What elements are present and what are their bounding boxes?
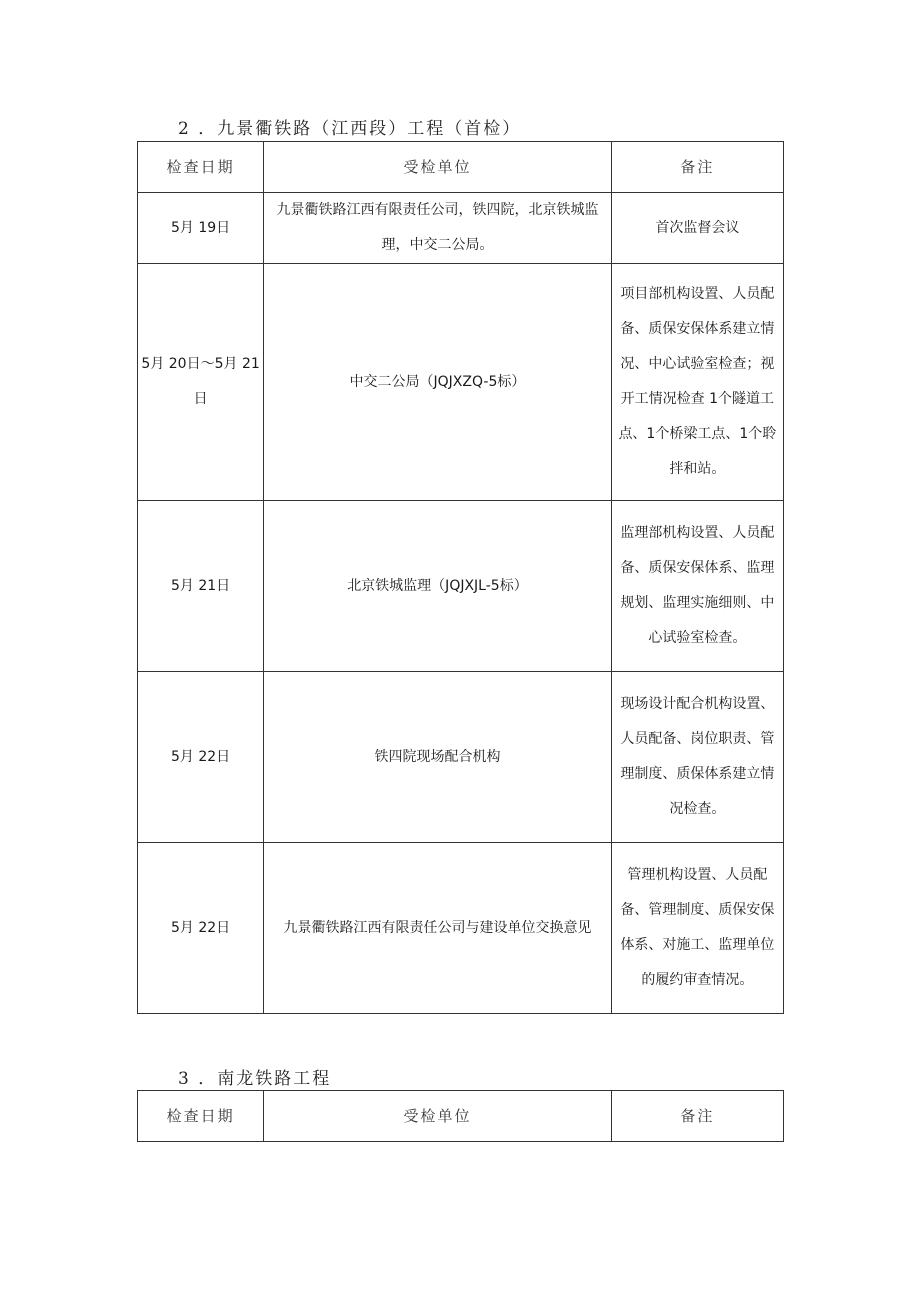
cell-date: 5月 22日 (138, 672, 264, 843)
header-date: 检查日期 (138, 1091, 264, 1142)
cell-note (611, 193, 783, 264)
table-row (138, 501, 784, 672)
cell-note (611, 501, 783, 672)
note-text: 项目部机构设置、人员配备、质保安保体系建立情况、中心试验室检查；视开工情况检查 1个隧道工点、1个桥梁工点、1个聆拌和站。 (618, 286, 777, 477)
inspection-table-jiujingqu (137, 141, 784, 1014)
section-3-title: 3 ．南龙铁路工程 (178, 1069, 332, 1089)
header-note: 备注 (611, 1091, 783, 1142)
header-unit: 受检单位 (264, 142, 612, 193)
cell-date: 5月 21日 (138, 501, 264, 672)
inspection-table-nanlong (137, 1090, 784, 1142)
header-note: 备注 (611, 142, 783, 193)
cell-note (611, 843, 783, 1014)
table-header-row (138, 1091, 784, 1142)
cell-date: 5月 20日〜5月 21日 (138, 264, 264, 501)
note-text: 监理部机构设置、人员配备、质保安保体系、监理规划、监理实施细则、中心试验室检查。 (620, 525, 775, 646)
table-header-row (138, 142, 784, 193)
note-text: 首次监督会议 (655, 219, 740, 236)
cell-note (611, 264, 783, 501)
cell-unit: 九景衢铁路江西有限责任公司，铁四院，北京铁城监理，中交二公局。 (264, 193, 612, 264)
cell-unit: 中交二公局（JQJXZQ-5标） (264, 264, 612, 501)
note-text: 管理机构设置、人员配备、管理制度、质保安保体系、对施工、监理单位的履约审查情况。 (620, 867, 775, 988)
cell-unit: 九景衢铁路江西有限责任公司与建设单位交换意见 (264, 843, 612, 1014)
cell-note (611, 672, 783, 843)
cell-date: 5月 19日 (138, 193, 264, 264)
table-row (138, 193, 784, 264)
note-text: 现场设计配合机构设置、人员配备、岗位职责、管理制度、质保体系建立情况检查。 (620, 696, 775, 817)
table-row (138, 672, 784, 843)
cell-unit: 北京铁城监理（JQJXJL-5标） (264, 501, 612, 672)
table-row (138, 843, 784, 1014)
table-row (138, 264, 784, 501)
cell-date: 5月 22日 (138, 843, 264, 1014)
header-date: 检查日期 (138, 142, 264, 193)
header-unit: 受检单位 (264, 1091, 612, 1142)
section-2-title: 2 ．九景衢铁路（江西段）工程（首检） (178, 119, 522, 139)
cell-unit: 铁四院现场配合机构 (264, 672, 612, 843)
